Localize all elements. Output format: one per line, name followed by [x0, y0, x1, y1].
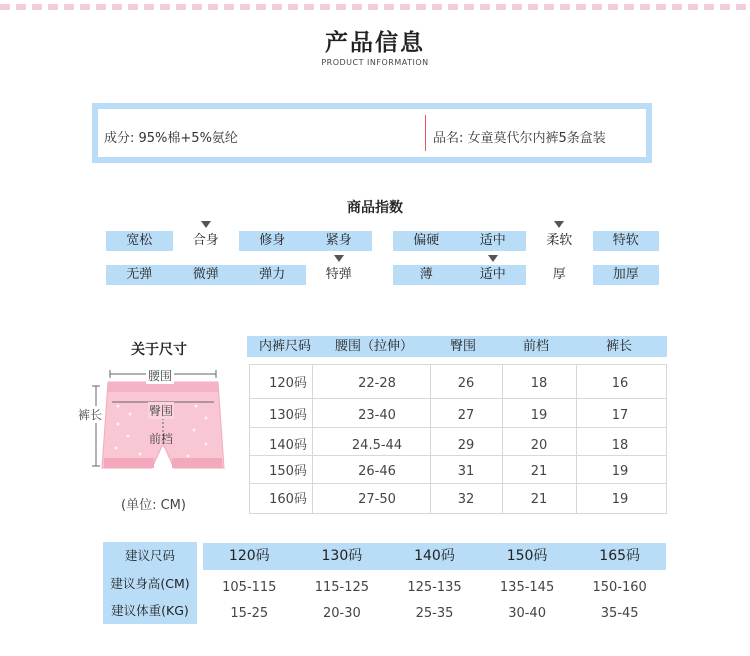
- index-cell: 修身: [259, 233, 286, 248]
- unit-label: (单位: CM): [121, 498, 186, 513]
- table-row: 130码 23-40 27 19 17: [269, 408, 629, 423]
- index-cell: 紧身: [325, 233, 352, 248]
- index-cell: 特软: [612, 233, 639, 248]
- composition-text: 成分: 95%棉+5%氨纶: [104, 131, 238, 146]
- index-cell-selected: 合身: [173, 231, 240, 251]
- arrow-down-icon: [334, 255, 344, 262]
- size-table: [249, 364, 667, 514]
- recommend-label: 建议尺码: [124, 548, 175, 563]
- index-cell: 偏硬: [413, 233, 440, 248]
- label-hip: 臀围: [149, 404, 174, 418]
- recommend-label: 建议体重(KG): [111, 603, 189, 618]
- index-cell: 适中: [479, 233, 506, 248]
- index-cell: 无弹: [126, 267, 153, 282]
- size-table-header: [247, 336, 667, 357]
- index-cell: 弹力: [259, 267, 286, 282]
- index-title: 商品指数: [347, 200, 403, 216]
- page-title: 产品信息: [325, 30, 425, 56]
- label-rise: 前档: [149, 432, 174, 446]
- size-table-header-cell: 前档: [522, 339, 549, 354]
- recommend-labels: [103, 542, 197, 624]
- table-row: 160码 27-50 32 21 19: [269, 492, 629, 507]
- recommend-size: 150码: [506, 548, 548, 564]
- size-table-header-cell: 臀围: [449, 339, 476, 354]
- recommend-size: 130码: [321, 548, 363, 564]
- size-table-header-cell: 裤长: [605, 339, 632, 354]
- size-table-header-cell: 腰围（拉伸）: [334, 339, 413, 354]
- index-cell: 宽松: [126, 233, 153, 248]
- top-dashed-border: [0, 0, 750, 14]
- recommend-weight-row: 15-25 20-30 25-35 30-40 35-45: [230, 606, 639, 621]
- label-length: 裤长: [78, 408, 103, 422]
- size-table-header-cell: 内裤尺码: [258, 339, 311, 354]
- recommend-size: 140码: [414, 548, 455, 564]
- recommend-height-row: 105-115 115-125 125-135 135-145 150-160: [222, 580, 647, 595]
- index-cell: 加厚: [612, 267, 639, 282]
- index-bar-elasticity: [106, 265, 372, 285]
- recommend-size: 120码: [228, 548, 270, 564]
- table-row: 150码 26-46 31 21 19: [269, 464, 629, 479]
- index-cell-selected: 柔软: [526, 231, 593, 251]
- arrow-down-icon: [554, 221, 564, 228]
- recommend-header: [203, 543, 666, 570]
- table-row: 120码 22-28 26 18 16: [269, 376, 629, 391]
- page-subtitle: PRODUCT INFORMATION: [321, 58, 429, 67]
- size-guide-title: 关于尺寸: [131, 342, 187, 358]
- index-bar-softness: [393, 231, 659, 251]
- recommend-size: 165码: [599, 548, 641, 564]
- arrow-down-icon: [488, 255, 498, 262]
- index-bar-fit: [106, 231, 372, 251]
- info-divider: [425, 115, 426, 151]
- index-bar-thickness: [393, 265, 659, 285]
- index-cell: 微弹: [192, 267, 219, 282]
- index-cell-selected: 特弹: [306, 265, 373, 285]
- recommend-label: 建议身高(CM): [110, 576, 190, 591]
- table-row: 140码 24.5-44 29 20 18: [269, 438, 629, 453]
- product-name-text: 品名: 女童莫代尔内裤5条盒装: [433, 131, 606, 146]
- index-cell: 厚: [526, 265, 593, 285]
- arrow-down-icon: [201, 221, 211, 228]
- index-cell-selected: 适中: [460, 265, 527, 285]
- label-waist: 腰围: [148, 369, 173, 383]
- index-cell: 薄: [419, 267, 433, 282]
